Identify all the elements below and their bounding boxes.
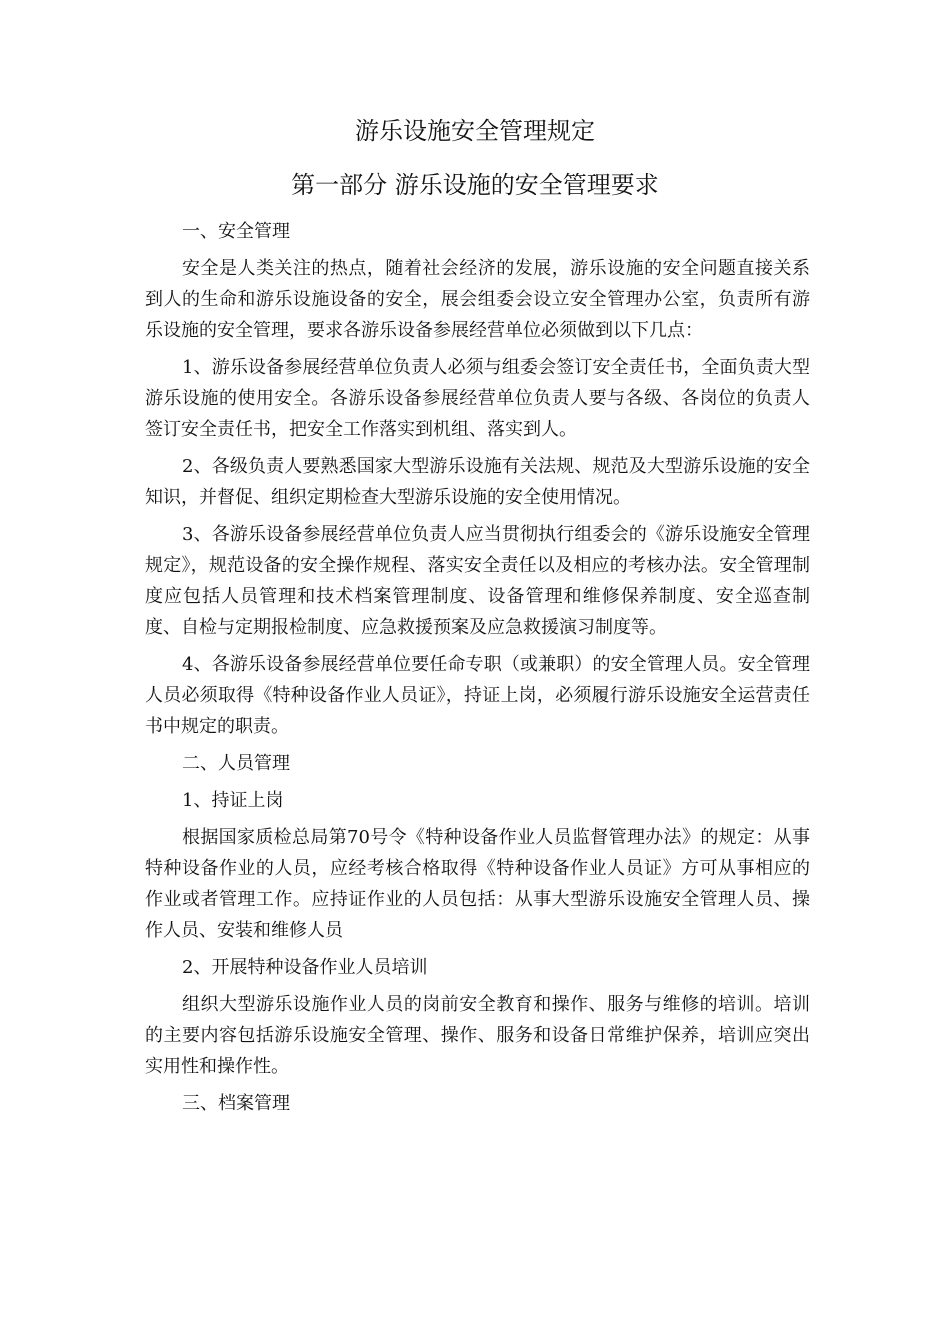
section-heading-personnel: 二、人员管理 (182, 753, 290, 774)
document-subtitle: 第一部分 游乐设施的安全管理要求 (291, 171, 659, 199)
document-body (145, 216, 810, 1119)
subheading-training: 2、开展特种设备作业人员培训 (182, 957, 428, 978)
section-heading-archives: 三、档案管理 (182, 1093, 290, 1114)
paragraph-safety-item-2: 2、各级负责人要熟悉国家大型游乐设施有关法规、规范及大型游乐设施的安全知识，并督促、组织定期检查大型游乐设施的安全使用情况。 (145, 456, 810, 508)
paragraph-safety-item-1: 1、游乐设备参展经营单位负责人必须与组委会签订安全责任书，全面负责大型游乐设施的使用安全。各游乐设备参展经营单位负责人要与各级、各岗位的负责人签订安全责任书，把安全工作落实到机组、落实到人。 (145, 357, 810, 440)
paragraph-training: 组织大型游乐设施作业人员的岗前安全教育和操作、服务与维修的培训。培训的主要内容包括游乐设施安全管理、操作、服务和设备日常维护保养，培训应突出实用性和操作性。 (145, 994, 810, 1077)
subheading-certification: 1、持证上岗 (182, 790, 284, 811)
paragraph-safety-item-4: 4、各游乐设备参展经营单位要任命专职（或兼职）的安全管理人员。安全管理人员必须取得《特种设备作业人员证》，持证上岗，必须履行游乐设施安全运营责任书中规定的职责。 (145, 654, 810, 737)
document-title: 游乐设施安全管理规定 (355, 117, 595, 145)
paragraph-safety-intro: 安全是人类关注的热点，随着社会经济的发展，游乐设施的安全问题直接关系到人的生命和游乐设施设备的安全，展会组委会设立安全管理办公室，负责所有游乐设施的安全管理，要求各游乐设备参展经营单位必须做到以下几点： (145, 258, 810, 341)
section-heading-safety: 一、安全管理 (182, 221, 290, 242)
paragraph-safety-item-3: 3、各游乐设备参展经营单位负责人应当贯彻执行组委会的《游乐设施安全管理规定》，规范设备的安全操作规程、落实安全责任以及相应的考核办法。安全管理制度应包括人员管理和技术档案管理制度、设备管理和维修保养制度、安全巡查制度、自检与定期报检制度、应急救援预案及应急救援演习制度等。 (145, 524, 810, 638)
paragraph-certification: 根据国家质检总局第70号令《特种设备作业人员监督管理办法》的规定：从事特种设备作业的人员，应经考核合格取得《特种设备作业人员证》方可从事相应的作业或者管理工作。应持证作业的人员包括：从事大型游乐设施安全管理人员、操作人员、安装和维修人员 (145, 827, 810, 941)
